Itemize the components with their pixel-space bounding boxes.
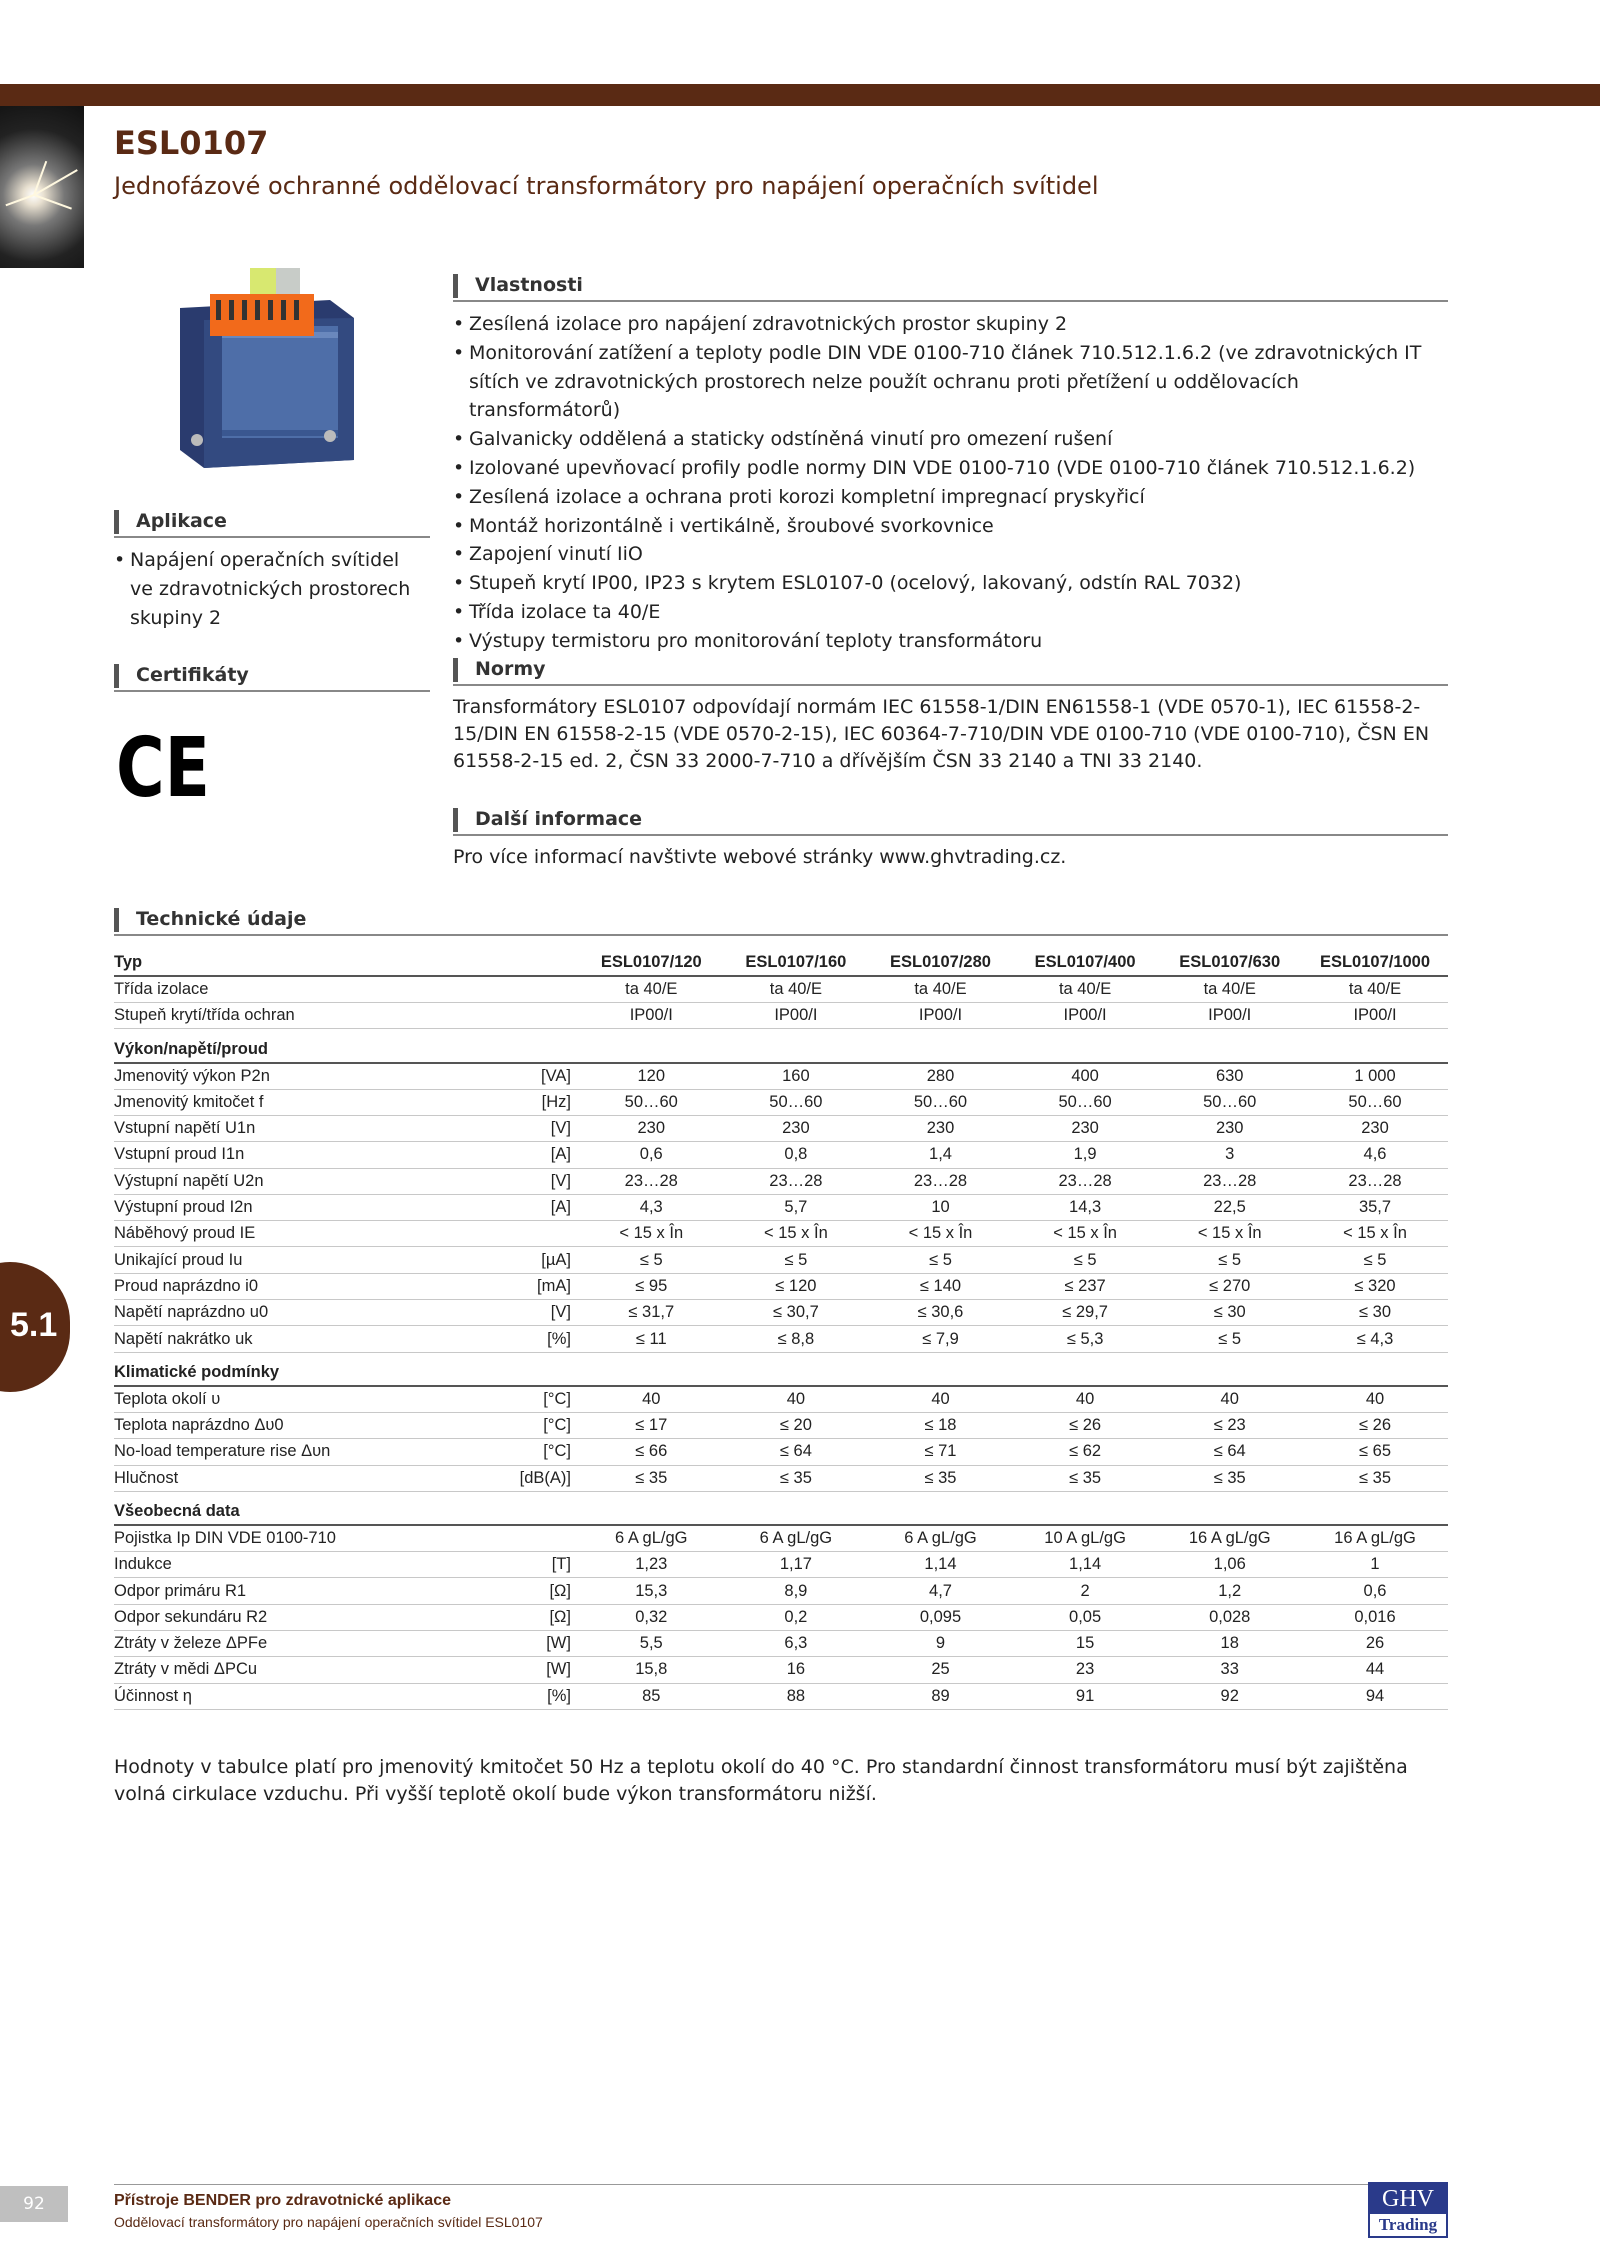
param-unit xyxy=(399,1221,579,1247)
param-unit xyxy=(399,1525,579,1551)
param-value: ta 40/E xyxy=(1302,976,1448,1002)
param-value: < 15 x În xyxy=(724,1221,869,1247)
param-name: Jmenovitý výkon P2n xyxy=(114,1063,399,1089)
svg-text:CE: CE xyxy=(116,721,210,816)
param-name: Výstupní napětí U2n xyxy=(114,1168,399,1194)
param-value: 6,3 xyxy=(724,1631,869,1657)
param-unit: [Ω] xyxy=(399,1604,579,1630)
param-name: Napětí nakrátko uk xyxy=(114,1326,399,1352)
param-unit: [A] xyxy=(399,1194,579,1220)
param-value: ≤ 35 xyxy=(724,1465,869,1491)
param-value: 14,3 xyxy=(1013,1194,1158,1220)
header-model-cell: ESL0107/400 xyxy=(1013,950,1158,976)
param-value: IP00/I xyxy=(868,1003,1013,1029)
param-value: IP00/I xyxy=(1302,1003,1448,1029)
param-value: 10 A gL/gG xyxy=(1013,1525,1158,1551)
table-row xyxy=(114,1525,1448,1551)
param-value: ta 40/E xyxy=(868,976,1013,1002)
param-value: < 15 x În xyxy=(1157,1221,1302,1247)
aplikace-item: • Napájení operačních svítidel ve zdravotnických prostorech skupiny 2 xyxy=(114,546,414,632)
param-value: ≤ 35 xyxy=(868,1465,1013,1491)
param-value: 6 A gL/gG xyxy=(724,1525,869,1551)
param-value: 16 A gL/gG xyxy=(1302,1525,1448,1551)
param-value: 50…60 xyxy=(579,1089,724,1115)
table-row xyxy=(114,1273,1448,1299)
table-row xyxy=(114,1115,1448,1141)
param-value: ≤ 5 xyxy=(868,1247,1013,1273)
table-row xyxy=(114,1552,1448,1578)
param-value: 23…28 xyxy=(1157,1168,1302,1194)
param-value: ta 40/E xyxy=(724,976,869,1002)
table-row xyxy=(114,1578,1448,1604)
param-value: 8,9 xyxy=(724,1578,869,1604)
table-row xyxy=(114,1631,1448,1657)
param-value: ta 40/E xyxy=(579,976,724,1002)
param-value: ≤ 5,3 xyxy=(1013,1326,1158,1352)
param-unit: [V] xyxy=(399,1300,579,1326)
logo-bottom-text: Trading xyxy=(1378,2215,1438,2234)
param-value: 15,8 xyxy=(579,1657,724,1683)
param-value: 50…60 xyxy=(1302,1089,1448,1115)
vlastnosti-item: • Výstupy termistoru pro monitorování teploty transformátoru xyxy=(453,627,1448,656)
param-value: ≤ 5 xyxy=(1157,1326,1302,1352)
param-value: ≤ 64 xyxy=(724,1439,869,1465)
vlastnosti-item: • Zapojení vinutí IiO xyxy=(453,540,1448,569)
aplikace-list xyxy=(114,546,414,632)
param-value: 26 xyxy=(1302,1631,1448,1657)
param-value: ≤ 140 xyxy=(868,1273,1013,1299)
param-value: 50…60 xyxy=(1013,1089,1158,1115)
param-value: 23…28 xyxy=(1302,1168,1448,1194)
section-aplikace xyxy=(114,508,430,538)
param-name: Odpor sekundáru R2 xyxy=(114,1604,399,1630)
param-unit: [%] xyxy=(399,1683,579,1709)
param-value: 400 xyxy=(1013,1063,1158,1089)
footnote: Hodnoty v tabulce platí pro jmenovitý kmitočet 50 Hz a teplotu okolí do 40 °C. Pro standardní činnost transformátoru musí být zajištěna volná cirkulace vzduchu. Při vyšší teplotě okolí bude výkon transformátoru nižší. xyxy=(114,1756,1408,1805)
vlastnosti-item: • Izolované upevňovací profily podle normy DIN VDE 0100-710 (VDE 0100-710 článek 710.512.1.6.2) xyxy=(453,454,1448,483)
param-value: ≤ 26 xyxy=(1302,1412,1448,1438)
param-value: ≤ 26 xyxy=(1013,1412,1158,1438)
param-value: 1,14 xyxy=(868,1552,1013,1578)
param-value: 230 xyxy=(1302,1115,1448,1141)
param-value: 50…60 xyxy=(868,1089,1013,1115)
param-value: 40 xyxy=(579,1386,724,1412)
param-value: 40 xyxy=(868,1386,1013,1412)
param-value: 23 xyxy=(1013,1657,1158,1683)
param-value: 6 A gL/gG xyxy=(868,1525,1013,1551)
param-value: 0,028 xyxy=(1157,1604,1302,1630)
param-name: Napětí naprázdno u0 xyxy=(114,1300,399,1326)
vlastnosti-item: • Stupeň krytí IP00, IP23 s krytem ESL0107-0 (ocelový, lakovaný, odstín RAL 7032) xyxy=(453,569,1448,598)
param-value: 1,23 xyxy=(579,1552,724,1578)
param-name: Vstupní proud I1n xyxy=(114,1142,399,1168)
param-unit: [W] xyxy=(399,1657,579,1683)
param-value: 1,14 xyxy=(1013,1552,1158,1578)
param-name: Stupeň krytí/třída ochran xyxy=(114,1003,399,1029)
header-unit-cell xyxy=(399,950,579,976)
param-unit: [Ω] xyxy=(399,1578,579,1604)
param-value: ≤ 5 xyxy=(724,1247,869,1273)
ghv-trading-logo xyxy=(1368,2182,1448,2238)
param-value: 1 xyxy=(1302,1552,1448,1578)
param-value: 15 xyxy=(1013,1631,1158,1657)
param-value: 1,4 xyxy=(868,1142,1013,1168)
vlastnosti-item: • Zesílená izolace pro napájení zdravotnických prostor skupiny 2 xyxy=(453,310,1448,339)
header-model-cell: ESL0107/630 xyxy=(1157,950,1302,976)
normy-text: Transformátory ESL0107 odpovídají normám IEC 61558-1/DIN EN61558-1 (VDE 0570-1), IEC 61558-2-15/DIN EN 61558-2-15 (VDE 0570-2-15), IEC 60364-7-710/DIN VDE 0100-710 (VDE 0100-710), ČSN EN 61558-2-15 ed. 2, ČSN 33 2000-7-710 a dřívějším ČSN 33 2140 a TNI 33 2140. xyxy=(453,696,1430,772)
section-dalsi-label: Další informace xyxy=(475,808,643,830)
header-model-cell: ESL0107/1000 xyxy=(1302,950,1448,976)
param-name: Odpor primáru R1 xyxy=(114,1578,399,1604)
param-name: Unikající proud Iu xyxy=(114,1247,399,1273)
param-value: 0,8 xyxy=(724,1142,869,1168)
param-name: Proud naprázdno i0 xyxy=(114,1273,399,1299)
param-value: ≤ 31,7 xyxy=(579,1300,724,1326)
param-value: 94 xyxy=(1302,1683,1448,1709)
param-value: 89 xyxy=(868,1683,1013,1709)
table-group-row xyxy=(114,1491,1448,1525)
param-value: 88 xyxy=(724,1683,869,1709)
param-name: No-load temperature rise Δυn xyxy=(114,1439,399,1465)
group-label: Klimatické podmínky xyxy=(114,1352,1448,1386)
param-value: 1,06 xyxy=(1157,1552,1302,1578)
table-row xyxy=(114,1168,1448,1194)
param-value: 0,2 xyxy=(724,1604,869,1630)
section-certifikaty xyxy=(114,662,430,692)
param-value: ≤ 95 xyxy=(579,1273,724,1299)
param-value: 0,6 xyxy=(1302,1578,1448,1604)
header-type-cell: Typ xyxy=(114,950,399,976)
param-value: ≤ 35 xyxy=(579,1465,724,1491)
section-dalsi xyxy=(453,806,1448,836)
param-value: 23…28 xyxy=(868,1168,1013,1194)
param-value: ≤ 35 xyxy=(1013,1465,1158,1491)
param-unit: [%] xyxy=(399,1326,579,1352)
footer-subtitle: Oddělovací transformátory pro napájení operačních svítidel ESL0107 xyxy=(114,2214,543,2230)
table-row xyxy=(114,1003,1448,1029)
param-value: 230 xyxy=(579,1115,724,1141)
param-value: ≤ 30 xyxy=(1157,1300,1302,1326)
param-value: ta 40/E xyxy=(1157,976,1302,1002)
param-value: ≤ 35 xyxy=(1157,1465,1302,1491)
param-value: 0,095 xyxy=(868,1604,1013,1630)
param-value: 160 xyxy=(724,1063,869,1089)
param-value: ≤ 320 xyxy=(1302,1273,1448,1299)
param-value: < 15 x În xyxy=(1013,1221,1158,1247)
param-value: ≤ 7,9 xyxy=(868,1326,1013,1352)
param-value: 40 xyxy=(1302,1386,1448,1412)
param-value: ≤ 64 xyxy=(1157,1439,1302,1465)
param-value: 18 xyxy=(1157,1631,1302,1657)
param-name: Účinnost η xyxy=(114,1683,399,1709)
vlastnosti-list xyxy=(453,310,1448,656)
table-row xyxy=(114,1221,1448,1247)
table-row xyxy=(114,1465,1448,1491)
ce-mark-icon xyxy=(116,721,212,816)
param-value: 33 xyxy=(1157,1657,1302,1683)
param-value: ta 40/E xyxy=(1013,976,1158,1002)
param-unit xyxy=(399,976,579,1002)
param-unit: [T] xyxy=(399,1552,579,1578)
param-value: 230 xyxy=(724,1115,869,1141)
param-value: IP00/I xyxy=(579,1003,724,1029)
param-value: 15,3 xyxy=(579,1578,724,1604)
param-value: 92 xyxy=(1157,1683,1302,1709)
param-name: Pojistka Ip DIN VDE 0100-710 xyxy=(114,1525,399,1551)
param-value: 0,05 xyxy=(1013,1604,1158,1630)
param-name: Teplota okolí υ xyxy=(114,1386,399,1412)
table-row xyxy=(114,1386,1448,1412)
table-row xyxy=(114,1683,1448,1709)
param-value: ≤ 23 xyxy=(1157,1412,1302,1438)
document-subtitle: Jednofázové ochranné oddělovací transformátory pro napájení operačních svítidel xyxy=(114,172,1099,200)
param-unit: [A] xyxy=(399,1142,579,1168)
section-aplikace-label: Aplikace xyxy=(136,510,227,532)
param-value: ≤ 66 xyxy=(579,1439,724,1465)
param-value: 50…60 xyxy=(724,1089,869,1115)
param-value: ≤ 65 xyxy=(1302,1439,1448,1465)
param-name: Hlučnost xyxy=(114,1465,399,1491)
vlastnosti-item: • Zesílená izolace a ochrana proti korozi kompletní impregnací pryskyřicí xyxy=(453,483,1448,512)
section-normy xyxy=(453,656,1448,686)
param-value: 230 xyxy=(1157,1115,1302,1141)
param-value: 630 xyxy=(1157,1063,1302,1089)
param-value: 44 xyxy=(1302,1657,1448,1683)
table-group-row xyxy=(114,1029,1448,1063)
table-row xyxy=(114,1194,1448,1220)
param-value: 1 000 xyxy=(1302,1063,1448,1089)
param-value: ≤ 5 xyxy=(1013,1247,1158,1273)
param-value: < 15 x În xyxy=(579,1221,724,1247)
param-unit xyxy=(399,1003,579,1029)
vlastnosti-item: • Třída izolace ta 40/E xyxy=(453,598,1448,627)
param-unit: [VA] xyxy=(399,1063,579,1089)
param-value: 23…28 xyxy=(1013,1168,1158,1194)
param-value: ≤ 30,6 xyxy=(868,1300,1013,1326)
param-value: IP00/I xyxy=(724,1003,869,1029)
chapter-tab-label: 5.1 xyxy=(10,1306,58,1344)
param-value: 23…28 xyxy=(579,1168,724,1194)
section-normy-label: Normy xyxy=(475,658,546,680)
table-row xyxy=(114,1089,1448,1115)
section-vlastnosti-label: Vlastnosti xyxy=(475,274,583,296)
param-value: < 15 x În xyxy=(1302,1221,1448,1247)
footer-divider xyxy=(114,2184,1448,2185)
vlastnosti-item: • Galvanicky oddělená a staticky odstíněná vinutí pro omezení rušení xyxy=(453,425,1448,454)
param-value: 1,2 xyxy=(1157,1578,1302,1604)
param-value: 120 xyxy=(579,1063,724,1089)
param-value: ≤ 237 xyxy=(1013,1273,1158,1299)
param-value: ≤ 270 xyxy=(1157,1273,1302,1299)
param-unit: [µA] xyxy=(399,1247,579,1273)
param-unit: [Hz] xyxy=(399,1089,579,1115)
param-value: ≤ 71 xyxy=(868,1439,1013,1465)
welding-photo xyxy=(0,106,84,268)
page-number: 92 xyxy=(0,2186,68,2222)
param-value: 4,7 xyxy=(868,1578,1013,1604)
param-value: 280 xyxy=(868,1063,1013,1089)
section-vlastnosti xyxy=(453,272,1448,302)
param-value: ≤ 8,8 xyxy=(724,1326,869,1352)
param-value: 1,17 xyxy=(724,1552,869,1578)
param-name: Teplota naprázdno Δυ0 xyxy=(114,1412,399,1438)
param-value: 9 xyxy=(868,1631,1013,1657)
param-value: ≤ 17 xyxy=(579,1412,724,1438)
document-title: ESL0107 xyxy=(114,124,269,162)
param-value: 6 A gL/gG xyxy=(579,1525,724,1551)
param-value: 230 xyxy=(1013,1115,1158,1141)
param-value: 5,5 xyxy=(579,1631,724,1657)
param-value: < 15 x În xyxy=(868,1221,1013,1247)
param-value: 0,6 xyxy=(579,1142,724,1168)
table-row xyxy=(114,1657,1448,1683)
param-name: Vstupní napětí U1n xyxy=(114,1115,399,1141)
footer-title: Přístroje BENDER pro zdravotnické aplikace xyxy=(114,2192,451,2209)
table-row xyxy=(114,1439,1448,1465)
param-value: 10 xyxy=(868,1194,1013,1220)
param-value: ≤ 5 xyxy=(1302,1247,1448,1273)
vlastnosti-item: • Monitorování zatížení a teploty podle DIN VDE 0100-710 článek 710.512.1.6.2 (ve zdravotnických IT sítích ve zdravotnických prostorech nelze použít ochranu proti přetížení u oddělovacích transformátorů) xyxy=(453,339,1448,425)
table-row xyxy=(114,976,1448,1002)
param-value: ≤ 4,3 xyxy=(1302,1326,1448,1352)
param-name: Náběhový proud IE xyxy=(114,1221,399,1247)
param-name: Výstupní proud I2n xyxy=(114,1194,399,1220)
param-unit: [V] xyxy=(399,1115,579,1141)
param-value: ≤ 11 xyxy=(579,1326,724,1352)
param-value: ≤ 5 xyxy=(579,1247,724,1273)
param-name: Jmenovitý kmitočet f xyxy=(114,1089,399,1115)
param-value: 40 xyxy=(1157,1386,1302,1412)
param-value: 91 xyxy=(1013,1683,1158,1709)
table-row xyxy=(114,1326,1448,1352)
param-value: 4,3 xyxy=(579,1194,724,1220)
param-value: 50…60 xyxy=(1157,1089,1302,1115)
param-value: 16 xyxy=(724,1657,869,1683)
param-value: 1,9 xyxy=(1013,1142,1158,1168)
param-value: 85 xyxy=(579,1683,724,1709)
specs-table xyxy=(114,950,1448,1710)
param-unit: [W] xyxy=(399,1631,579,1657)
param-value: 25 xyxy=(868,1657,1013,1683)
vlastnosti-item: • Montáž horizontálně i vertikálně, šroubové svorkovnice xyxy=(453,512,1448,541)
param-value: IP00/I xyxy=(1013,1003,1158,1029)
param-value: ≤ 5 xyxy=(1157,1247,1302,1273)
param-value: 2 xyxy=(1013,1578,1158,1604)
param-value: 230 xyxy=(868,1115,1013,1141)
param-value: 4,6 xyxy=(1302,1142,1448,1168)
param-value: 0,016 xyxy=(1302,1604,1448,1630)
param-value: 23…28 xyxy=(724,1168,869,1194)
table-group-row xyxy=(114,1352,1448,1386)
section-certifikaty-label: Certifikáty xyxy=(136,664,249,686)
table-row xyxy=(114,1063,1448,1089)
header-bar xyxy=(0,84,1600,106)
table-row xyxy=(114,1604,1448,1630)
param-unit: [°C] xyxy=(399,1412,579,1438)
param-name: Třída izolace xyxy=(114,976,399,1002)
header-model-cell: ESL0107/120 xyxy=(579,950,724,976)
param-value: ≤ 30,7 xyxy=(724,1300,869,1326)
transformer-image xyxy=(180,260,360,470)
param-value: ≤ 62 xyxy=(1013,1439,1158,1465)
param-value: ≤ 120 xyxy=(724,1273,869,1299)
param-value: 16 A gL/gG xyxy=(1157,1525,1302,1551)
param-value: ≤ 20 xyxy=(724,1412,869,1438)
param-value: ≤ 30 xyxy=(1302,1300,1448,1326)
param-value: IP00/I xyxy=(1157,1003,1302,1029)
param-value: ≤ 29,7 xyxy=(1013,1300,1158,1326)
param-value: 5,7 xyxy=(724,1194,869,1220)
dalsi-text: Pro více informací navštivte webové stránky www.ghvtrading.cz. xyxy=(453,846,1067,868)
header-model-cell: ESL0107/160 xyxy=(724,950,869,976)
param-unit: [°C] xyxy=(399,1439,579,1465)
section-technicke xyxy=(114,906,1448,936)
table-row xyxy=(114,1247,1448,1273)
section-technicke-label: Technické údaje xyxy=(136,908,307,930)
param-value: ≤ 35 xyxy=(1302,1465,1448,1491)
param-name: Ztráty v mědi ΔPCu xyxy=(114,1657,399,1683)
table-header-row xyxy=(114,950,1448,976)
param-value: 22,5 xyxy=(1157,1194,1302,1220)
table-row xyxy=(114,1300,1448,1326)
param-value: 40 xyxy=(724,1386,869,1412)
param-value: 40 xyxy=(1013,1386,1158,1412)
param-unit: [V] xyxy=(399,1168,579,1194)
param-name: Ztráty v železe ΔPFe xyxy=(114,1631,399,1657)
param-value: ≤ 18 xyxy=(868,1412,1013,1438)
group-label: Výkon/napětí/proud xyxy=(114,1029,1448,1063)
param-unit: [°C] xyxy=(399,1386,579,1412)
param-value: 0,32 xyxy=(579,1604,724,1630)
table-row xyxy=(114,1412,1448,1438)
logo-top-text: GHV xyxy=(1370,2184,1446,2214)
header-model-cell: ESL0107/280 xyxy=(868,950,1013,976)
param-value: 35,7 xyxy=(1302,1194,1448,1220)
group-label: Všeobecná data xyxy=(114,1491,1448,1525)
param-unit: [dB(A)] xyxy=(399,1465,579,1491)
param-name: Indukce xyxy=(114,1552,399,1578)
param-value: 3 xyxy=(1157,1142,1302,1168)
table-row xyxy=(114,1142,1448,1168)
param-unit: [mA] xyxy=(399,1273,579,1299)
